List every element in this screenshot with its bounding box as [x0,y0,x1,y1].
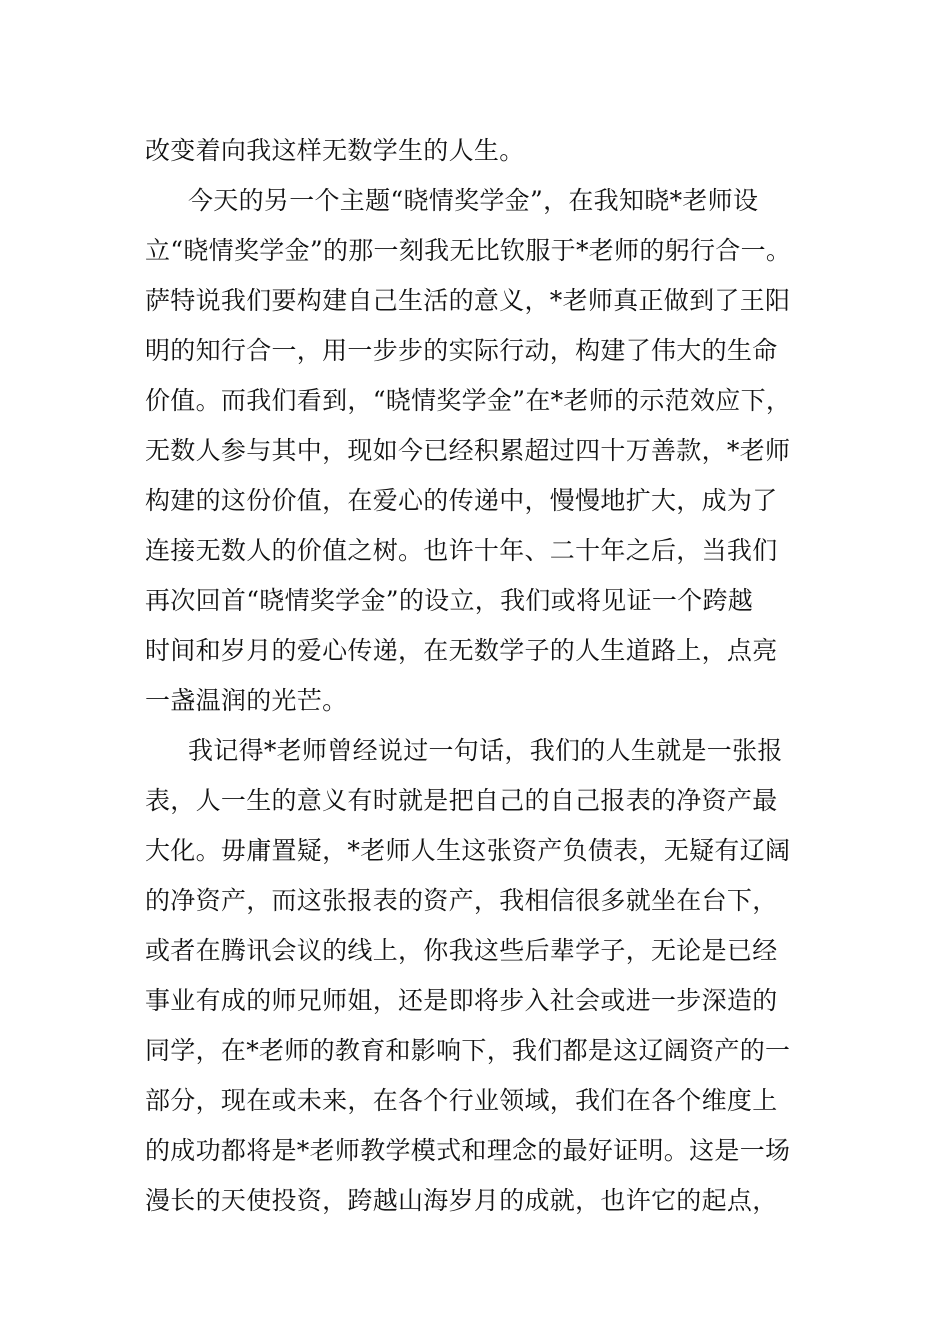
text-line: 事业有成的师兄师姐，还是即将步入社会或进一步深造的 [145,986,778,1015]
text-line: 一盏温润的光芒。 [145,686,348,715]
text-line: 构建的这份价值，在爱心的传递中，慢慢地扩大，成为了 [145,486,778,515]
text-line: 部分，现在或未来，在各个行业领域，我们在各个维度上 [145,1086,778,1115]
text-line: 改变着向我这样无数学生的人生。 [145,136,525,165]
text-line: 时间和岁月的爱心传递，在无数学子的人生道路上，点亮 [145,636,778,665]
paragraph-start-line: 今天的另一个主题“晓情奖学金”，在我知晓*老师设 [188,186,759,215]
text-line: 明的知行合一，用一步步的实际行动，构建了伟大的生命 [145,336,778,365]
text-line: 表，人一生的意义有时就是把自己的自己报表的净资产最 [145,786,778,815]
paragraph-start-line: 我记得*老师曾经说过一句话，我们的人生就是一张报 [188,736,783,765]
text-line: 立“晓情奖学金”的那一刻我无比钦服于*老师的躬行合一。 [145,236,792,265]
text-line: 无数人参与其中，现如今已经积累超过四十万善款，*老师 [145,436,791,465]
text-line: 的净资产，而这张报表的资产，我相信很多就坐在台下， [145,886,778,915]
text-line: 漫长的天使投资，跨越山海岁月的成就，也许它的起点， [145,1186,778,1215]
text-line: 的成功都将是*老师教学模式和理念的最好证明。这是一场 [145,1136,791,1165]
text-line: 大化。毋庸置疑，*老师人生这张资产负债表，无疑有辽阔 [145,836,791,865]
text-line: 或者在腾讯会议的线上，你我这些后辈学子，无论是已经 [145,936,778,965]
text-line: 萨特说我们要构建自己生活的意义，*老师真正做到了王阳 [145,286,791,315]
text-line: 连接无数人的价值之树。也许十年、二十年之后，当我们 [145,536,778,565]
text-line: 同学，在*老师的教育和影响下，我们都是这辽阔资产的一 [145,1036,791,1065]
text-line: 价值。而我们看到，“晓情奖学金”在*老师的示范效应下， [145,386,792,415]
text-line: 再次回首“晓情奖学金”的设立，我们或将见证一个跨越 [145,586,754,615]
